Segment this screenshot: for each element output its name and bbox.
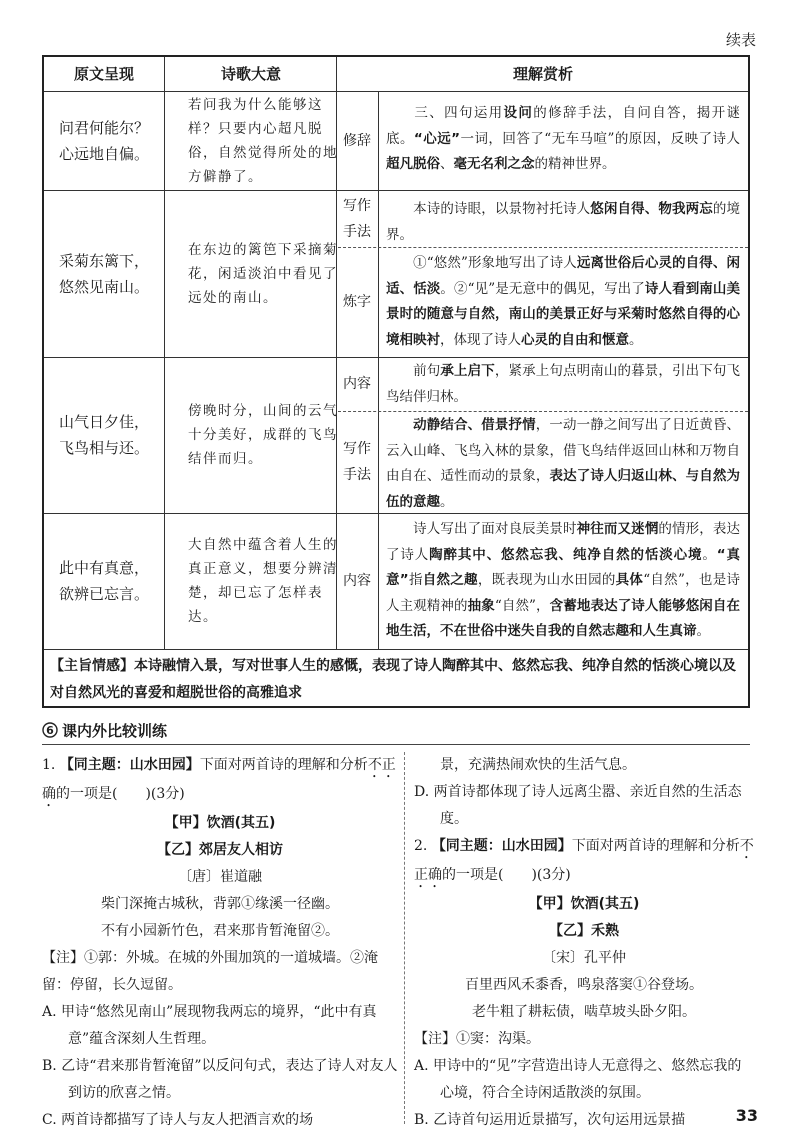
q2-stem: 2. 【同主题：山水田园】下面对两首诗的理解和分析不正确的一项是( )(3分): [414, 838, 754, 883]
row3-method-2: 写作 手法: [343, 441, 371, 483]
q1-option-d[interactable]: D. 两首诗都体现了诗人远离尘嚣、亲近自然的生活态度。: [414, 784, 742, 827]
row3-analysis-2: 动静结合、借景抒情，一动一静之间写出了日近黄昏、云入山峰、飞鸟入林的景象，借飞鸟结伴返回山林和万物自由自在、适性而动的景象，表达了诗人归返山林、与自然为伍的意趣。: [386, 417, 741, 510]
row2-analysis-1: 本诗的诗眼，以景物衬托诗人悠闲自得、物我两忘的境界。: [386, 201, 740, 243]
row2-meaning: 在东边的篱笆下采摘菊花，闲适淡泊中看见了远处的南山。: [188, 241, 338, 306]
theme-summary: [50, 653, 744, 707]
row2-method-2: 炼字: [343, 294, 371, 310]
q1-line1: 柴门深掩古城秋，背郭①缘溪一径幽。: [101, 896, 339, 912]
svg-text:6: 6: [46, 724, 54, 737]
q1-author: 〔唐〕崔道融: [178, 869, 262, 885]
row2-original-line1: 采菊东篱下，: [58, 251, 149, 270]
q1-poem-a: 【甲】饮酒(其五): [164, 815, 276, 831]
row2-analysis-2: ①“悠然”形象地写出了诗人远离世俗后心灵的自得、闲适、恬淡。②“见”是无意中的偶见，写出了诗人看到南山美景时的随意与自然，南山的美景正好与采菊时悠然自得的心境相映衬，体现了诗人心灵的自由和惬意。: [386, 255, 741, 348]
q1-option-c[interactable]: C. 两首诗都描写了诗人与友人把酒言欢的场: [42, 1112, 314, 1128]
row4-meaning: 大自然中蕴含着人生的真正意义，想要分辨清楚，却已忘了怎样表达。: [188, 537, 338, 625]
right-column: [414, 752, 754, 1134]
header-analysis: 理解赏析: [512, 65, 573, 83]
question-1: [42, 752, 398, 1134]
q2-option-a[interactable]: A. 甲诗中的“见”字营造出诗人无意得之、悠然忘我的心境，符合全诗闲适散淡的氛围。: [414, 1058, 742, 1101]
continued-label: 续表: [725, 31, 756, 49]
row1-original: [44, 91, 164, 190]
row4-original-line2: 欲辨已忘言。: [58, 585, 149, 603]
row1-original-line2: 心远地自偏。: [58, 144, 149, 163]
q1-poem-b: 【乙】郊居友人相访: [157, 842, 283, 858]
q2-line1: 百里西风禾黍香，鸣泉落窦①谷登场。: [465, 977, 703, 993]
q2-author: 〔宋〕孔平仲: [542, 950, 626, 966]
row3-original: [44, 357, 164, 513]
q2-option-b[interactable]: B. 乙诗首句运用近景描写，次句运用远景描: [414, 1112, 686, 1128]
section-number-icon: [42, 722, 58, 738]
q1-stem: 1. 【同主题：山水田园】下面对两首诗的理解和分析不正确的一项是( )(3分): [42, 757, 396, 802]
q1-option-b[interactable]: B. 乙诗“君来那肯暂淹留”以反问句式，表达了诗人对友人到访的欣喜之情。: [42, 1058, 398, 1101]
row2-original: [44, 190, 164, 357]
row3-original-line2: 飞鸟相与还。: [58, 439, 149, 457]
row4-analysis: 诗人写出了面对良辰美景时神往而又迷惘的情形，表达了诗人陶醉其中、悠然忘我、纯净自然的恬淡心境。“真意”指自然之趣，既表现为山水田园的具体“自然”，也是诗人主观精神的抽象“自然”，含蓄地表达了诗人能够悠闲自在地生活，不在世俗中迷失自我的自然志趣和人生真谛。: [386, 521, 741, 639]
row1-analysis: 三、四句运用设问的修辞手法，自问自答，揭开谜底。“心远”一词，回答了“无车马喧”的原因，反映了诗人超凡脱俗、毫无名利之念的精神世界。: [386, 105, 741, 172]
row3-analysis-1: 前句承上启下，紧承上句点明南山的暮景，引出下句飞鸟结伴归林。: [386, 363, 740, 405]
q1-line2: 不有小园新竹色，君来那肯暂淹留②。: [101, 923, 339, 939]
header-original: 原文呈现: [73, 65, 134, 83]
header-meaning: 诗歌大意: [220, 65, 281, 83]
row4-original: [44, 513, 164, 649]
row2-original-line2: 悠然见南山。: [58, 277, 149, 296]
analysis-table: [42, 55, 750, 708]
q1-option-c-cont: 景，充满热闹欢快的生活气息。: [440, 757, 636, 773]
row1-original-line1: 问君何能尔？: [58, 118, 149, 137]
section-title: 课内外比较训练: [62, 722, 168, 740]
q2-note: 【注】①窦：沟渠。: [414, 1031, 540, 1047]
row4-original-line1: 此中有真意，: [58, 559, 149, 577]
row4-method: 内容: [343, 573, 371, 589]
q1-note: 【注】①郭：外城。在城的外围加筑的一道城墙。②淹留：停留，长久逗留。: [42, 950, 378, 993]
row1-method: 修辞: [343, 132, 371, 149]
row1-meaning: 若问我为什么能够这样？只要内心超凡脱俗，自然觉得所处的地方僻静了。: [188, 96, 338, 185]
q2-poem-b: 【乙】禾熟: [549, 923, 619, 939]
section-rule: [42, 744, 750, 745]
row3-method-1: 内容: [343, 376, 371, 392]
theme-label: 【主旨情感】: [50, 658, 134, 674]
row2-method-1: 写作 手法: [343, 197, 371, 240]
q2-poem-a: 【甲】饮酒(其五): [528, 896, 640, 912]
row3-original-line1: 山气日夕佳，: [58, 413, 149, 431]
section-heading: [42, 720, 167, 741]
q1-option-a[interactable]: A. 甲诗“悠然见南山”展现物我两忘的境界，“此中有真意”蕴含深刻人生哲理。: [42, 1004, 377, 1047]
page-number: 33: [735, 1106, 758, 1125]
column-divider: [404, 752, 405, 1124]
row3-meaning: 傍晚时分，山间的云气十分美好，成群的飞鸟结伴而归。: [188, 403, 338, 467]
theme-text: 本诗融情入景，写对世事人生的感慨，表现了诗人陶醉其中、悠然忘我、纯净自然的恬淡心境以及对自然风光的喜爱和超脱世俗的高雅追求: [50, 658, 736, 701]
q2-line2: 老牛粗了耕耘债，啮草坡头卧夕阳。: [472, 1004, 696, 1020]
